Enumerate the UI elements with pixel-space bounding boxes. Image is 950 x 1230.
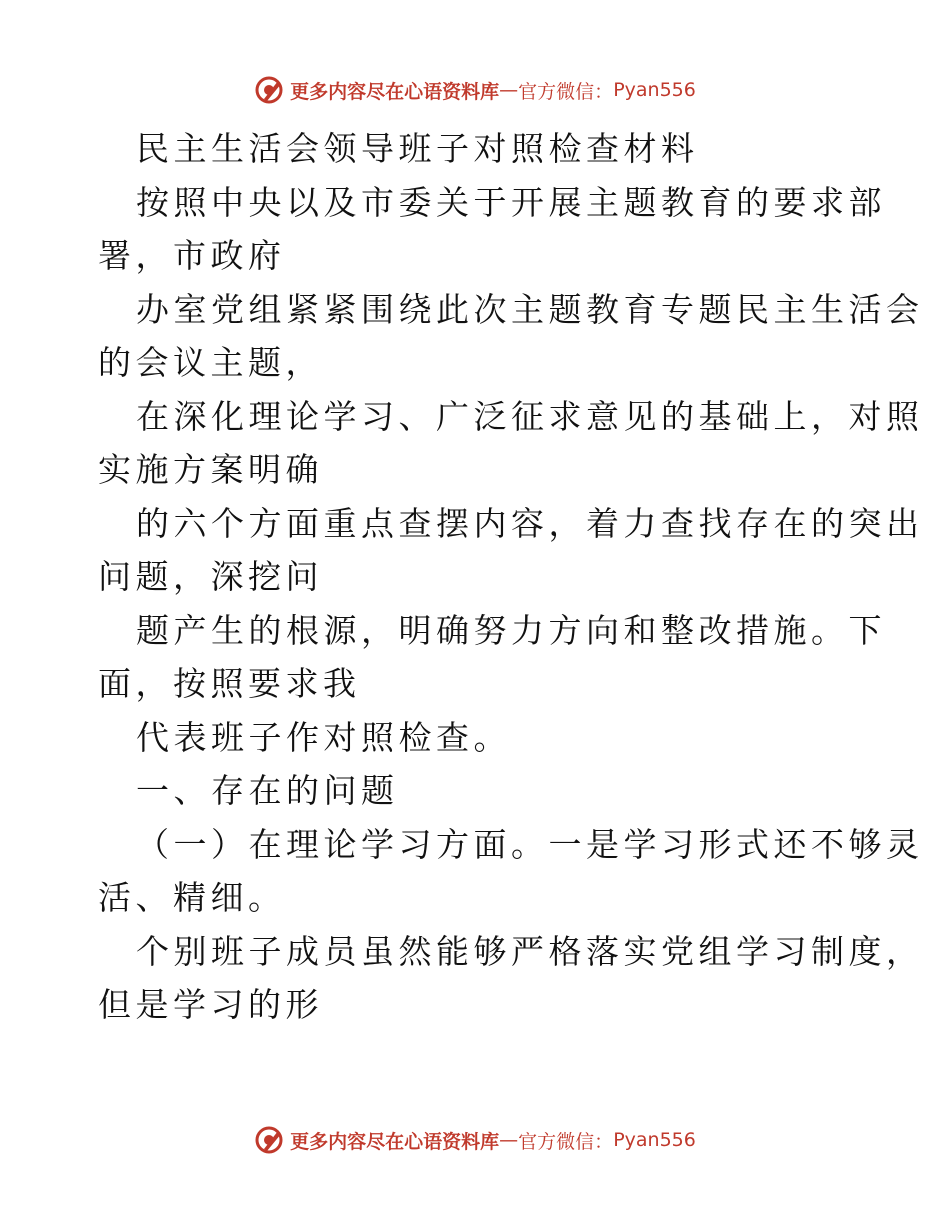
paragraph-line: 的六个方面重点查摆内容，着力查找存在的突出 — [136, 503, 924, 543]
paragraph-line: 署，市政府 — [98, 236, 286, 275]
watermark-wechat-id: Pyan556 — [613, 1129, 696, 1151]
watermark-separator: — — [499, 79, 519, 101]
watermark-brand: 更多内容尽在心语资料库 — [290, 80, 500, 103]
paragraph-line: 但是学习的形 — [98, 985, 323, 1024]
paragraph-line: 的会议主题， — [98, 343, 323, 382]
paragraph-line: 问题，深挖问 — [98, 557, 323, 596]
paragraph-line: 题产生的根源，明确努力方向和整改措施。下 — [136, 610, 886, 650]
subsection-heading: （一）在理论学习方面。一是学习形式还不够灵 — [136, 824, 924, 864]
paragraph-line: 实施方案明确 — [98, 450, 323, 489]
pen-circle-logo-icon — [254, 1125, 284, 1155]
paragraph-line: 面，按照要求我 — [98, 664, 361, 703]
watermark-brand: 更多内容尽在心语资料库 — [290, 1130, 500, 1153]
watermark-separator: — — [499, 1129, 519, 1151]
paragraph-line: 个别班子成员虽然能够严格落实党组学习制度， — [136, 931, 924, 971]
watermark-wechat-label: 官方微信： — [518, 1130, 614, 1153]
watermark-wechat-id: Pyan556 — [613, 79, 696, 101]
paragraph-line: 按照中央以及市委关于开展主题教育的要求部 — [136, 182, 886, 222]
header-watermark — [0, 70, 950, 110]
section-heading: 一、存在的问题 — [136, 771, 399, 810]
paragraph-line: 在深化理论学习、广泛征求意见的基础上，对照 — [136, 396, 924, 436]
paragraph-line: 代表班子作对照检查。 — [136, 717, 511, 757]
watermark-wechat-label: 官方微信： — [518, 80, 614, 103]
pen-circle-logo-icon — [254, 75, 284, 105]
footer-watermark — [0, 1120, 950, 1160]
document-title: 民主生活会领导班子对照检查材料 — [136, 129, 699, 168]
paragraph-line: 办室党组紧紧围绕此次主题教育专题民主生活会 — [136, 289, 924, 329]
document-body — [98, 122, 924, 1032]
paragraph-line: 活、精细。 — [98, 878, 286, 917]
